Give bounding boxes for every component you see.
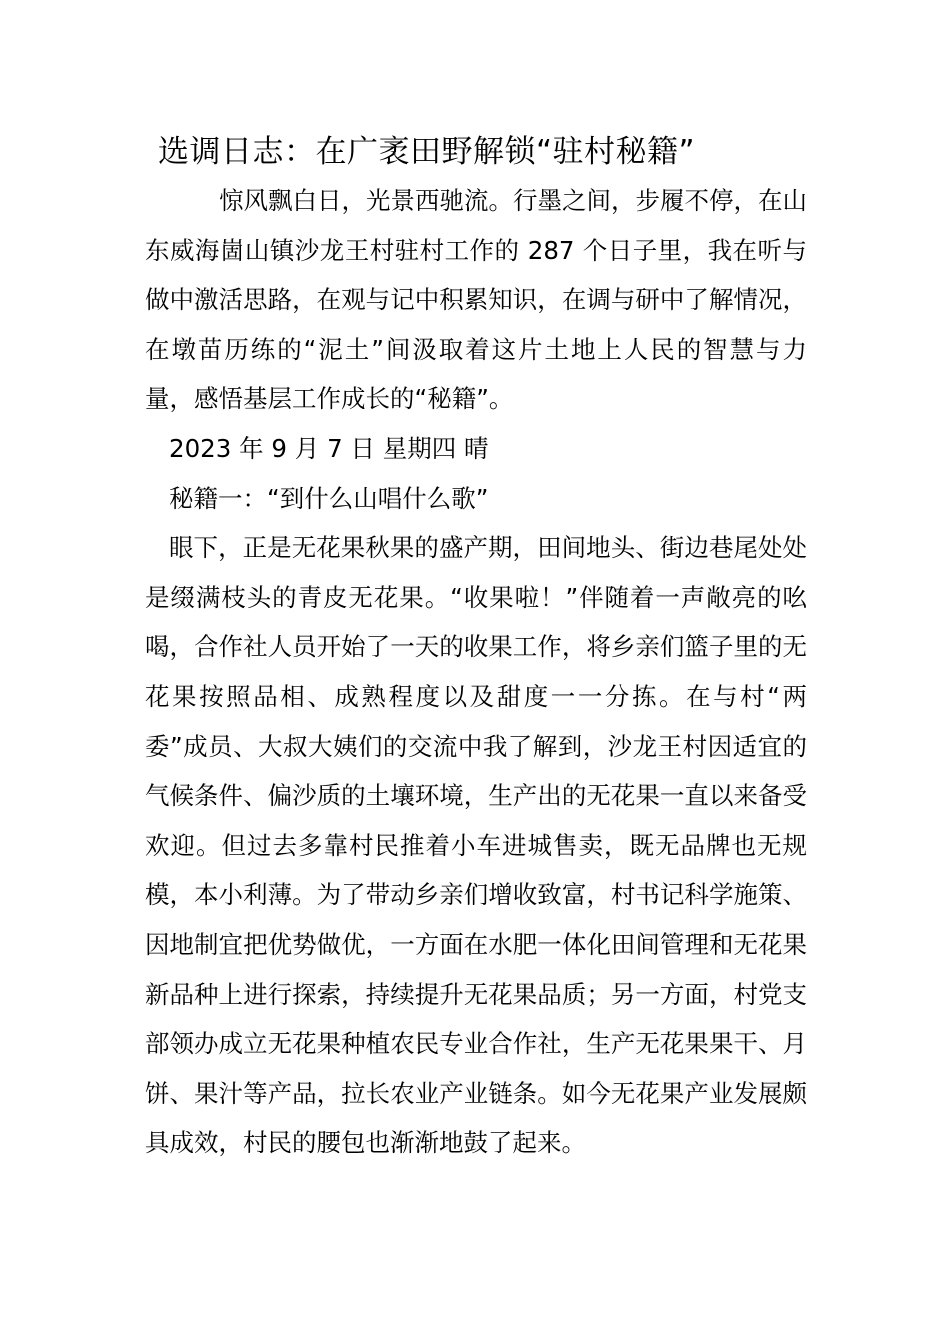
document-title: 选调日志：在广袤田野解锁“驻村秘籍” <box>158 134 696 170</box>
intro-paragraph: 惊风飘白日，光景西驰流。行墨之间，步履不停，在山东威海崮山镇沙龙王村驻村工作的 287 个日子里，我在听与做中激活思路，在观与记中积累知识，在调与研中了解情况，在墩苗历练的“泥土”间汲取着这片土地上人民的智慧与力量，感悟基层工作成长的“秘籍”。 <box>145 186 807 414</box>
document-body <box>145 176 807 1168</box>
body-paragraph: 眼下，正是无花果秋果的盛产期，田间地头、街边巷尾处处是缀满枝头的青皮无花果。“收果啦！”伴随着一声敞亮的吆喝，合作社人员开始了一天的收果工作，将乡亲们篮子里的无花果按照品相、成熟程度以及甜度一一分拣。在与村“两委”成员、大叔大姨们的交流中我了解到，沙龙王村因适宜的气候条件、偏沙质的土壤环境，生产出的无花果一直以来备受欢迎。但过去多靠村民推着小车进城售卖，既无品牌也无规模，本小利薄。为了带动乡亲们增收致富，村书记科学施策、因地制宜把优势做优，一方面在水肥一体化田间管理和无花果新品种上进行探索，持续提升无花果品质；另一方面，村党支部领办成立无花果种植农民专业合作社，生产无花果果干、月饼、果汁等产品，拉长农业产业链条。如今无花果产业发展颇具成效，村民的腰包也渐渐地鼓了起来。 <box>145 533 807 1158</box>
secret-heading: 秘籍一：“到什么山唱什么歌” <box>169 483 489 513</box>
date-line: 2023 年 9 月 7 日 星期四 晴 <box>169 433 489 463</box>
